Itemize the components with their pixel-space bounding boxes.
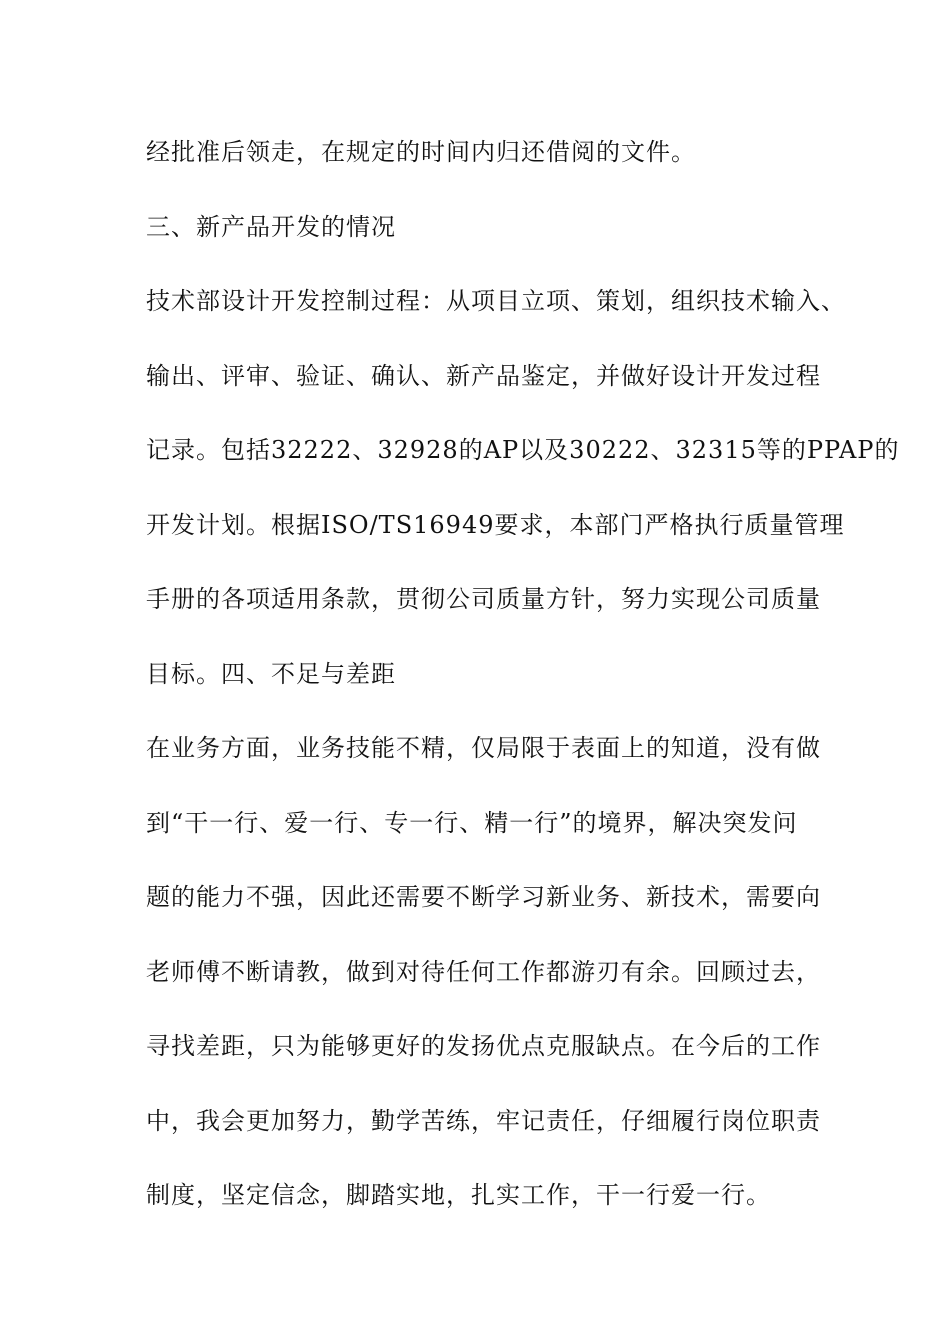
paragraph-line-14: 中，我会更加努力，勤学苦练，牢记责任，仔细履行岗位职责: [146, 1106, 821, 1135]
paragraph-line-12: 老师傅不断请教，做到对待任何工作都游刃有余。回顾过去，: [146, 957, 821, 986]
paragraph-line-10: 到“干一行、爱一行、专一行、精一行”的境界，解决突发问: [146, 808, 798, 837]
paragraph-line-3: 技术部设计开发控制过程：从项目立项、策划，组织技术输入、: [146, 287, 846, 315]
paragraph-line-9: 在业务方面，业务技能不精，仅局限于表面上的知道，没有做: [146, 734, 821, 762]
paragraph-line-7: 手册的各项适用条款，贯彻公司质量方针，努力实现公司质量: [146, 585, 821, 613]
paragraph-line-6: 开发计划。根据ISO/TS16949要求，本部门严格执行质量管理: [146, 510, 845, 539]
paragraph-line-5: 记录。包括32222、32928的AP以及30222、32315等的PPAP的: [146, 436, 900, 464]
paragraph-line-8: 目标。四、不足与差距: [146, 659, 396, 688]
paragraph-line-11: 题的能力不强，因此还需要不断学习新业务、新技术，需要向: [146, 883, 821, 911]
paragraph-line-1: 经批准后领走，在规定的时间内归还借阅的文件。: [146, 138, 696, 166]
document-body: [146, 124, 900, 1242]
paragraph-line-4: 输出、评审、验证、确认、新产品鉴定，并做好设计开发过程: [146, 361, 821, 390]
paragraph-line-15: 制度，坚定信念，脚踏实地，扎实工作，干一行爱一行。: [146, 1181, 771, 1209]
section-heading-3: 三、新产品开发的情况: [146, 212, 396, 241]
paragraph-line-13: 寻找差距，只为能够更好的发扬优点克服缺点。在今后的工作: [146, 1032, 821, 1060]
